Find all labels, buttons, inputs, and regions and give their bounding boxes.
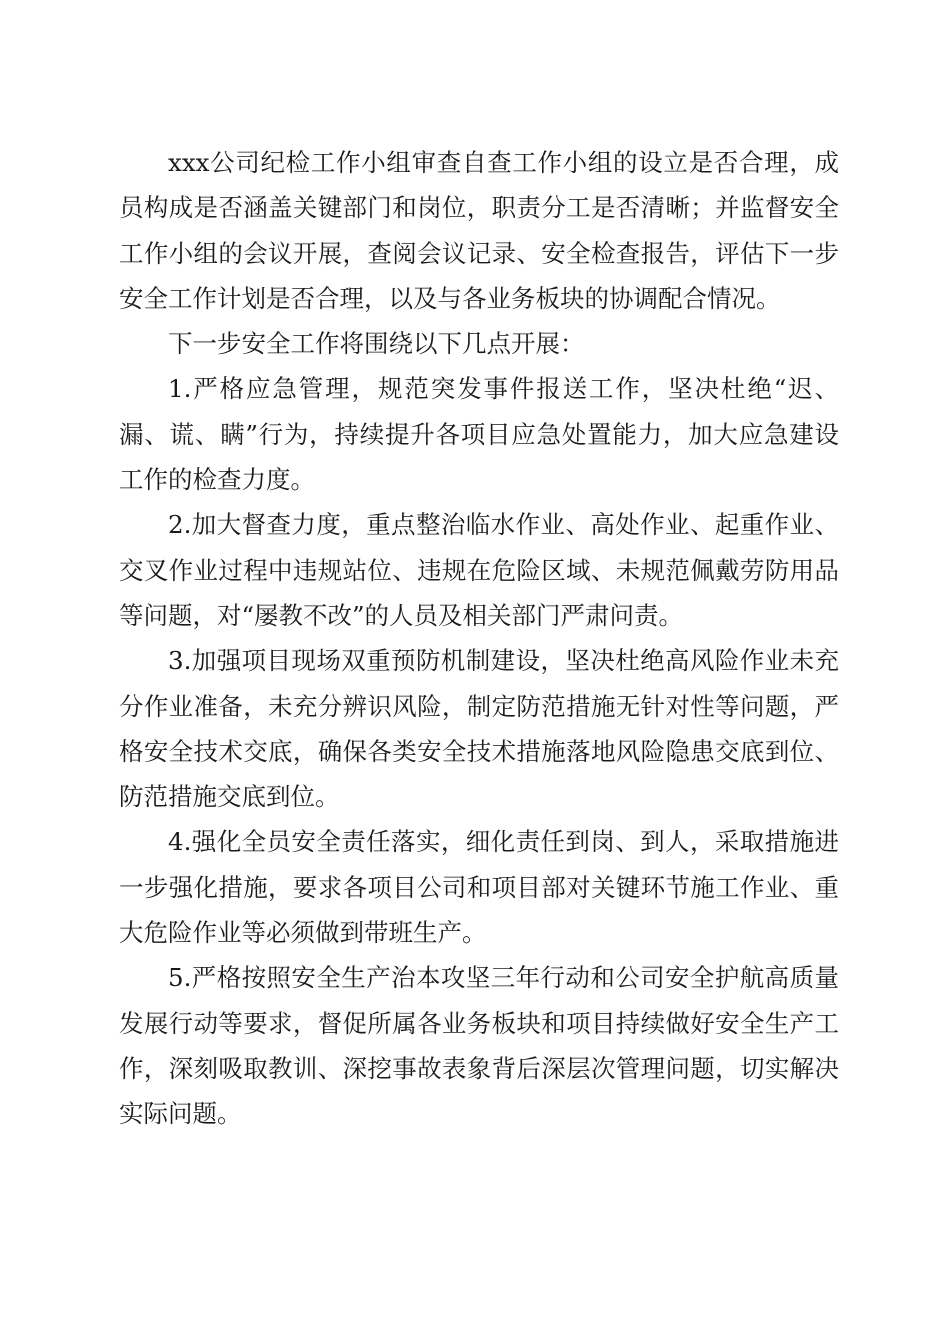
document-body	[119, 140, 839, 1137]
paragraph-item-3-dual-prevention: 3.加强项目现场双重预防机制建设，坚决杜绝高风险作业未充分作业准备，未充分辨识风险，制定防范措施无针对性等问题，严格安全技术交底，确保各类安全技术措施落地风险隐患交底到位、防范措施交底到位。	[119, 646, 839, 812]
paragraph-item-4-responsibility: 4.强化全员安全责任落实，细化责任到岗、到人，采取措施进一步强化措施，要求各项目公司和项目部对关键环节施工作业、重大危险作业等必须做到带班生产。	[119, 827, 839, 948]
paragraph-item-5-three-year-action: 5.严格按照安全生产治本攻坚三年行动和公司安全护航高质量发展行动等要求，督促所属各业务板块和项目持续做好安全生产工作，深刻吸取教训、深挖事故表象背后深层次管理问题，切实解决实际问题。	[119, 963, 839, 1129]
paragraph-item-1-emergency-management: 1.严格应急管理，规范突发事件报送工作，坚决杜绝“迟、漏、谎、瞒”行为，持续提升各项目应急处置能力，加大应急建设工作的检查力度。	[119, 374, 839, 495]
paragraph-next-steps-intro: 下一步安全工作将围绕以下几点开展：	[168, 329, 585, 359]
paragraph-item-2-supervision: 2.加大督查力度，重点整治临水作业、高处作业、起重作业、交叉作业过程中违规站位、违规在危险区域、未规范佩戴劳防用品等问题，对“屡教不改”的人员及相关部门严肃问责。	[119, 510, 839, 630]
paragraph-inspection-review: xxx公司纪检工作小组审查自查工作小组的设立是否合理，成员构成是否涵盖关键部门和岗位，职责分工是否清晰；并监督安全工作小组的会议开展，查阅会议记录、安全检查报告，评估下一步安全工作计划是否合理，以及与各业务板块的协调配合情况。	[119, 148, 839, 313]
